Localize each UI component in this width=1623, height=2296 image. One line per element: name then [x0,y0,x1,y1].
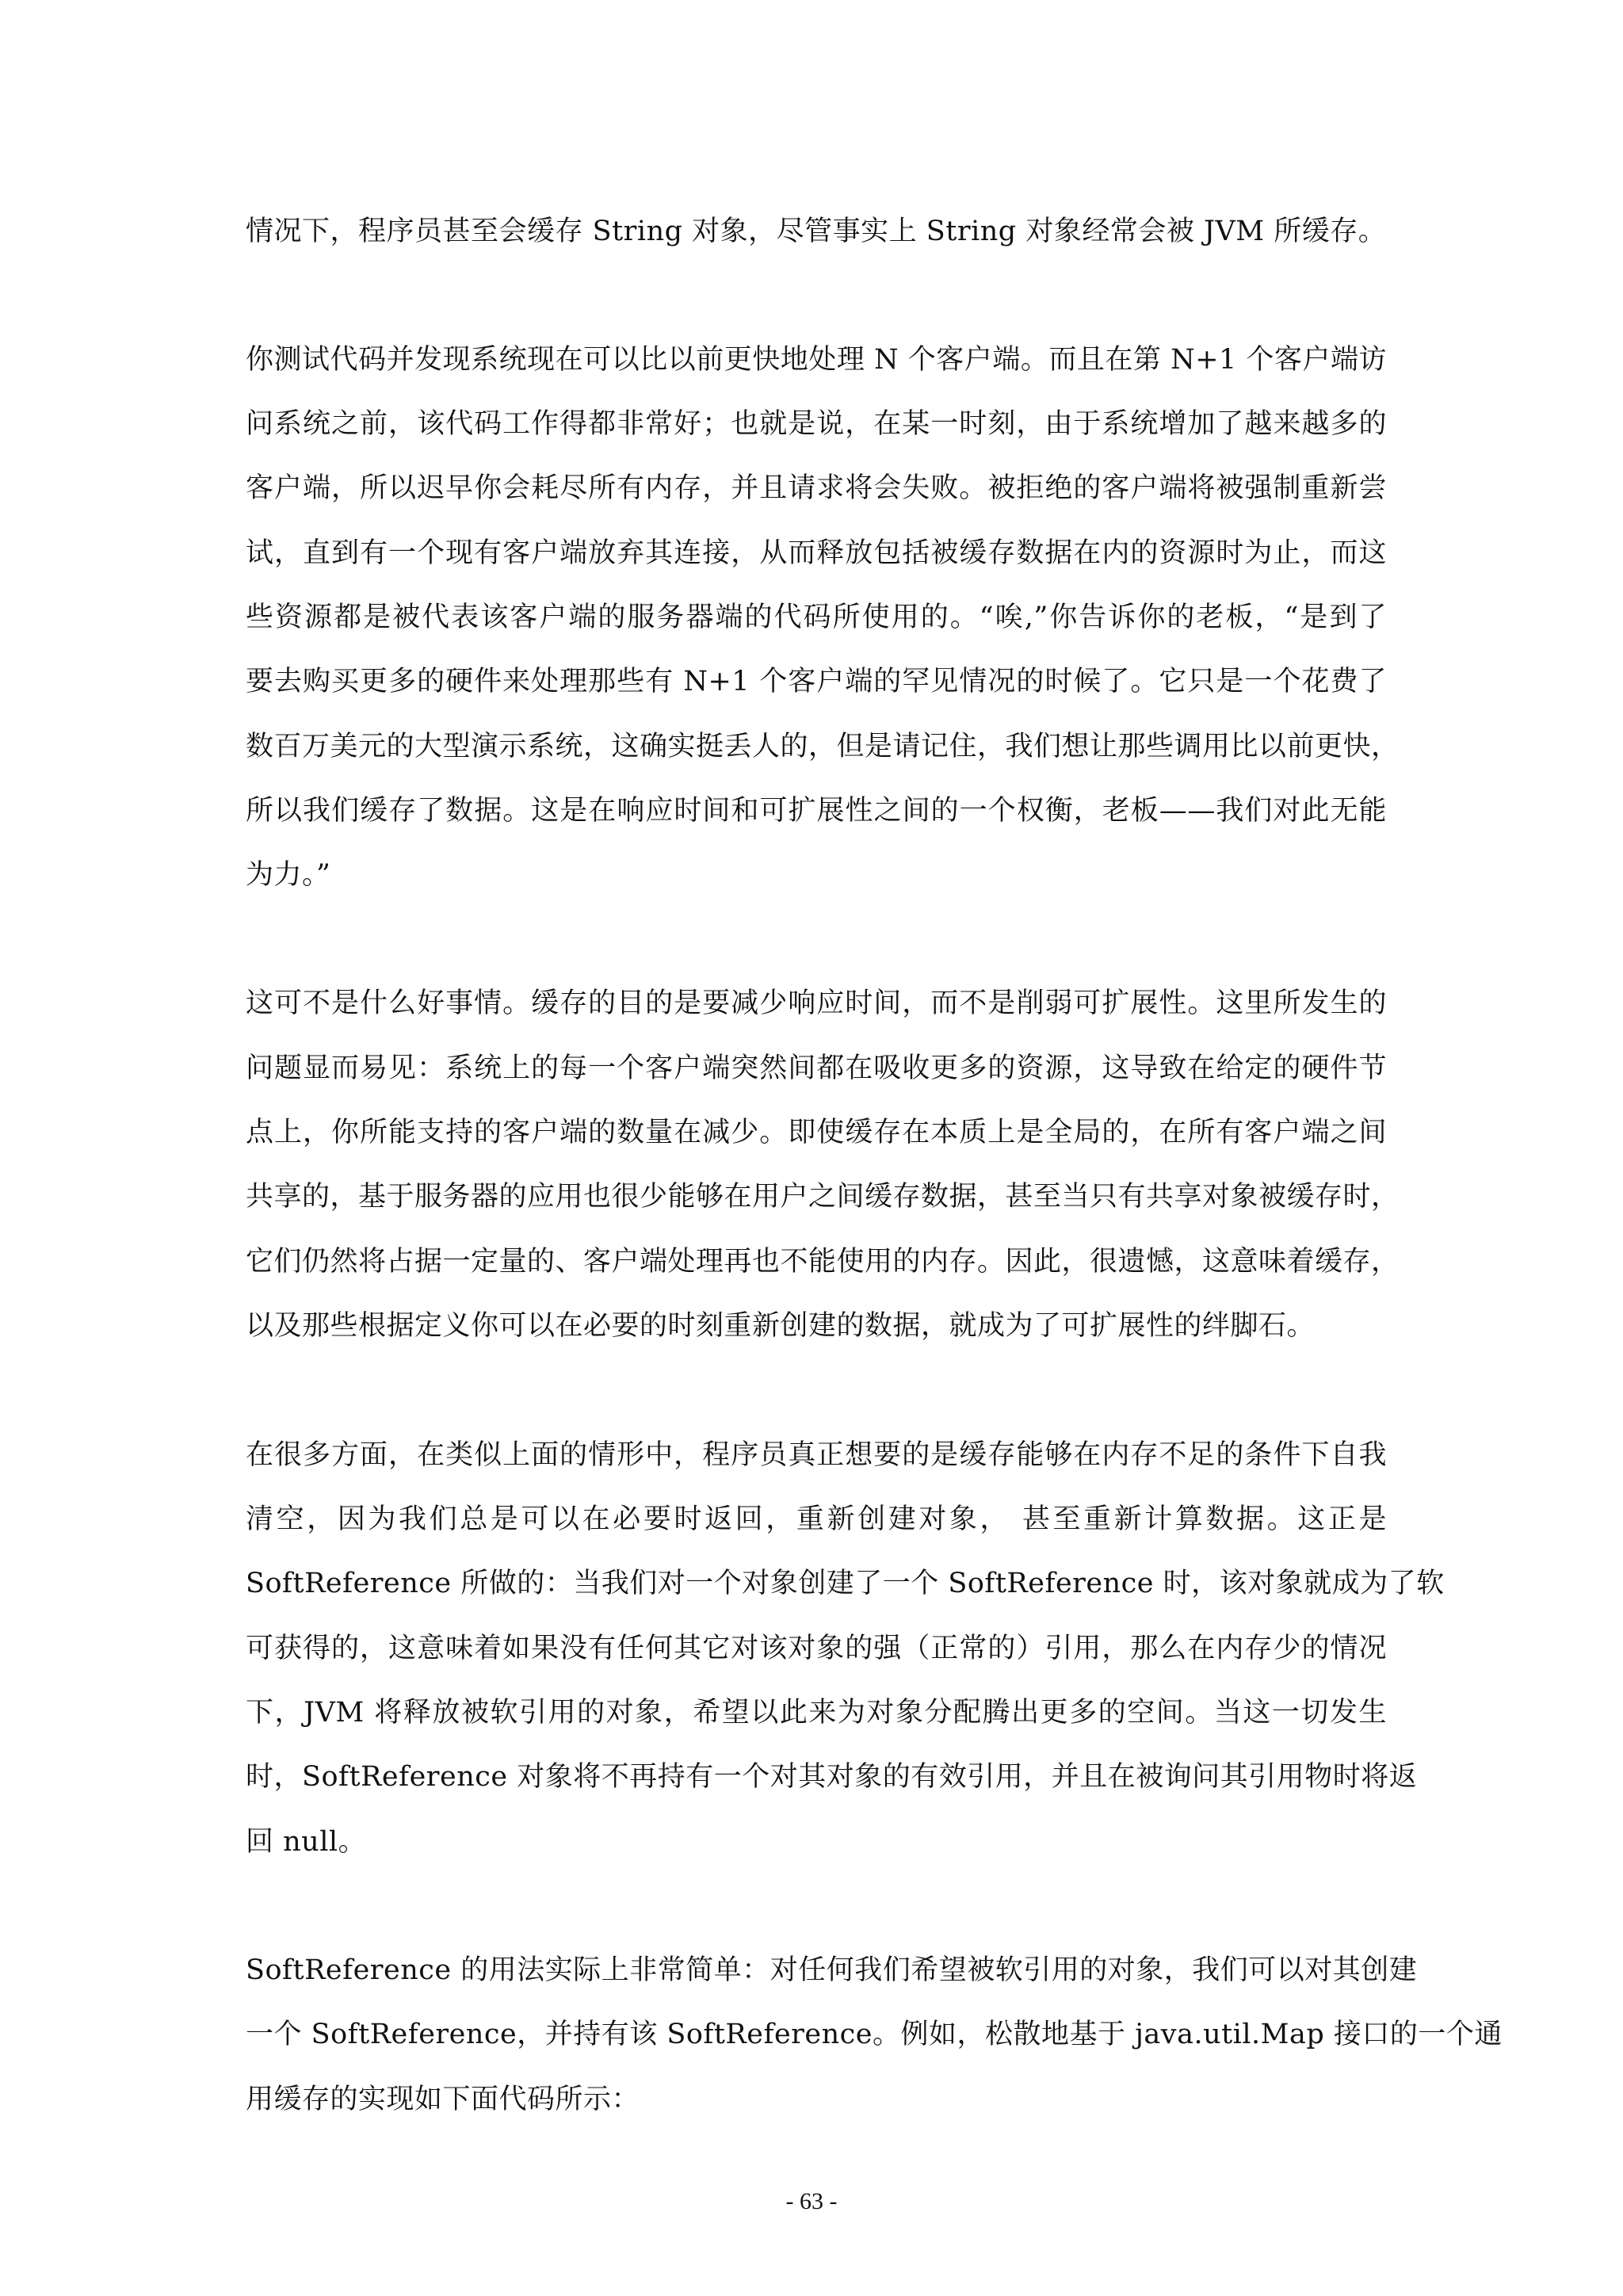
paragraph-line: 清空，因为我们总是可以在必要时返回，重新创建对象， 甚至重新计算数据。这正是 [246,1503,1387,1535]
paragraph-line: 回 null。 [246,1826,367,1858]
paragraph-line: 客户端，所以迟早你会耗尽所有内存，并且请求将会失败。被拒绝的客户端将被强制重新尝 [246,472,1387,504]
paragraph-line: 可获得的，这意味着如果没有任何其它对该对象的强（正常的）引用，那么在内存少的情况 [246,1633,1387,1664]
page-number: - 63 - [785,2188,838,2214]
paragraph-line: 要去购买更多的硬件来处理那些有 N+1 个客户端的罕见情况的时候了。它只是一个花费了 [246,666,1387,697]
paragraph-line: 点上，你所能支持的客户端的数量在减少。即使缓存在本质上是全局的，在所有客户端之间 [246,1117,1387,1148]
paragraph-line: 在很多方面，在类似上面的情形中，程序员真正想要的是缓存能够在内存不足的条件下自我 [246,1439,1387,1471]
paragraph-line: SoftReference 的用法实际上非常简单：对任何我们希望被软引用的对象，我们可以对其创建 [246,1954,1418,1986]
paragraph-line: 用缓存的实现如下面代码所示： [246,2084,640,2115]
paragraph-line: 共享的，基于服务器的应用也很少能够在用户之间缓存数据，甚至当只有共享对象被缓存时， [246,1181,1400,1213]
paragraph-line: 这可不是什么好事情。缓存的目的是要减少响应时间，而不是削弱可扩展性。这里所发生的 [246,988,1387,1019]
paragraph-line: 试，直到有一个现有客户端放弃其连接，从而释放包括被缓存数据在内的资源时为止，而这 [246,537,1387,569]
paragraph-line: SoftReference 所做的：当我们对一个对象创建了一个 SoftReference 时，该对象就成为了软 [246,1568,1445,1599]
paragraph-line: 些资源都是被代表该客户端的服务器端的代码所使用的。“唉,”你告诉你的老板，“是到了 [246,602,1387,633]
paragraph-line: 下，JVM 将释放被软引用的对象，希望以此来为对象分配腾出更多的空间。当这一切发生 [246,1697,1387,1729]
paragraph-line: 它们仍然将占据一定量的、客户端处理再也不能使用的内存。因此，很遗憾，这意味着缓存， [246,1246,1400,1278]
paragraph-line: 所以我们缓存了数据。这是在响应时间和可扩展性之间的一个权衡，老板——我们对此无能 [246,795,1387,827]
paragraph-line: 问题显而易见：系统上的每一个客户端突然间都在吸收更多的资源，这导致在给定的硬件节 [246,1052,1387,1084]
paragraph-line: 一个 SoftReference，并持有该 SoftReference。例如，松散地基于 java.util.Map 接口的一个通 [246,2019,1503,2050]
paragraph-line: 情况下，程序员甚至会缓存 String 对象，尽管事实上 String 对象经常会被 JVM 所缓存。 [246,216,1387,247]
paragraph-line: 以及那些根据定义你可以在必要的时刻重新创建的数据，就成为了可扩展性的绊脚石。 [246,1310,1316,1342]
paragraph-line: 为力。” [246,859,331,891]
paragraph-line: 时，SoftReference 对象将不再持有一个对其对象的有效引用，并且在被询问其引用物时将返 [246,1761,1418,1793]
paragraph-line: 你测试代码并发现系统现在可以比以前更快地处理 N 个客户端。而且在第 N+1 个客户端访 [246,344,1387,376]
paragraph-line: 问系统之前，该代码工作得都非常好；也就是说，在某一时刻，由于系统增加了越来越多的 [246,408,1387,440]
paragraph-line: 数百万美元的大型演示系统，这确实挺丢人的，但是请记住，我们想让那些调用比以前更快， [246,731,1400,762]
